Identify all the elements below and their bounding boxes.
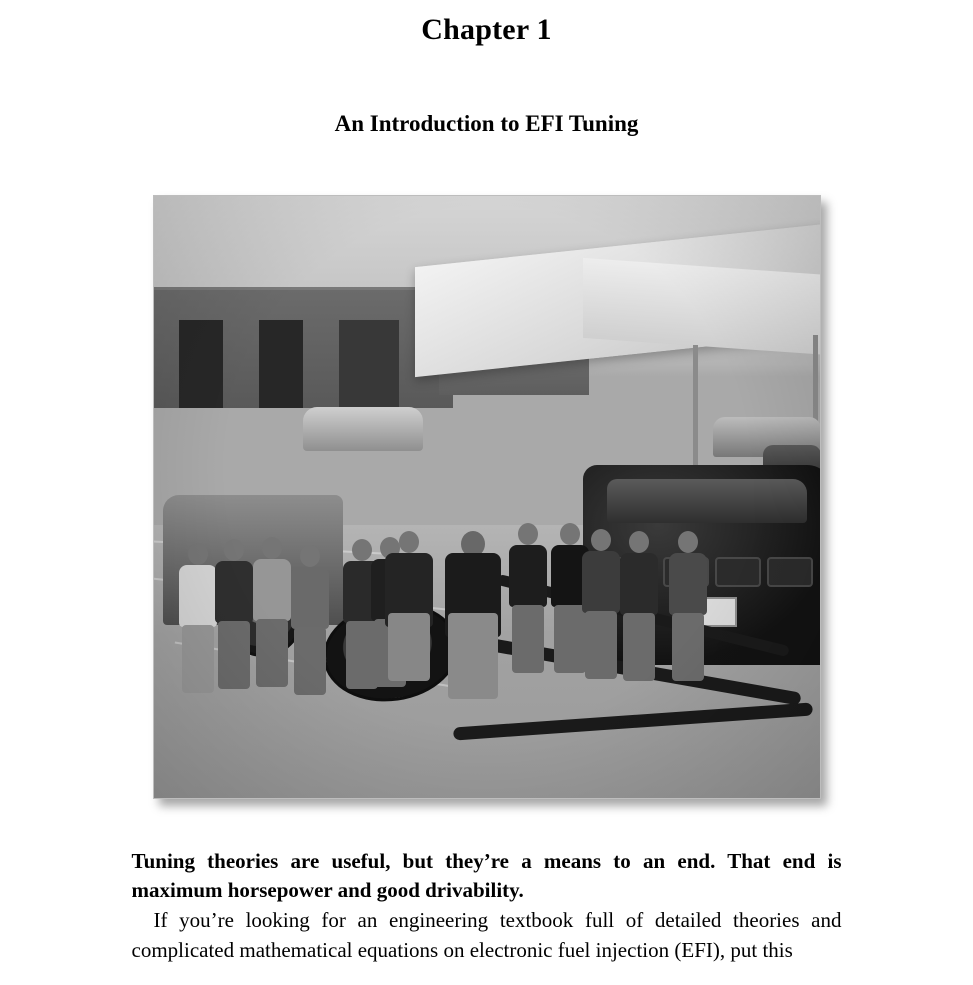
body-paragraph-1: If you’re looking for an engineering textbook full of detailed theories and complicated mathematical equations on electronic fuel injection (EFI), put this <box>131 908 842 963</box>
chapter-title: Chapter 1 <box>421 13 552 46</box>
body-text <box>132 847 842 966</box>
document-page <box>0 12 973 985</box>
figure-container <box>0 195 973 799</box>
chapter-photo <box>153 195 821 799</box>
lead-paragraph: Tuning theories are useful, but they’re a means to an end. That end is maximum horsepower and good drivability. <box>131 848 842 903</box>
chapter-subtitle: An Introduction to EFI Tuning <box>334 111 639 136</box>
photo-border <box>153 195 821 799</box>
